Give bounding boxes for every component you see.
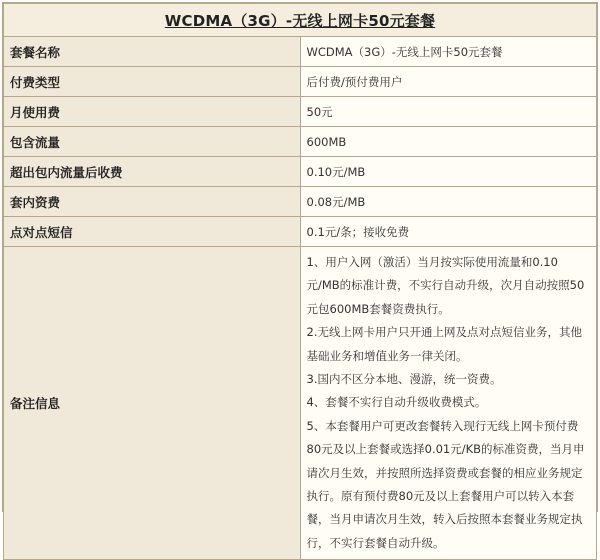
note-item: 5、本套餐用户可更改套餐转入现行无线上网卡预付费80元及以上套餐或选择0.01元/KB的标准资费，当月申请次月生效，并按照所选择资费或套餐的相应业务规定执行。原有预付费80元及以上套餐用户可以转入本套餐，当月申请次月生效，转入后按照本套餐业务规定执行，不实行套餐自动升级。 [306,418,585,550]
row-value: 50元 [300,97,597,127]
table-row-sms [4,217,597,247]
plan-table-frame [2,2,598,550]
note-item: 4、套餐不实行自动升级收费模式。 [306,395,487,410]
note-item: 1、用户入网（激活）当月按实际使用流量和0.10元/MB的标准计费，不实行自动升级，次月自动按照50元包600MB套餐资费执行。 [306,255,585,316]
row-value: 后付费/预付费用户 [300,67,597,97]
table-row-included-data [4,127,597,157]
table-row-payment-type [4,67,597,97]
row-value: 0.08元/MB [300,187,597,217]
note-item: 3.国内不区分本地、漫游，统一资费。 [306,372,502,387]
row-label: 超出包内流量后收费 [4,157,301,187]
title-row [4,4,597,37]
row-label: 付费类型 [4,67,301,97]
table-row-plan-name [4,37,597,67]
plan-table [3,3,597,560]
row-value: WCDMA（3G）-无线上网卡50元套餐 [300,37,597,67]
row-label: 月使用费 [4,97,301,127]
table-row-notes [4,247,597,560]
note-item: 2.无线上网卡用户只开通上网及点对点短信业务，其他基础业务和增值业务一律关闭。 [306,325,582,363]
row-value: 0.10元/MB [300,157,597,187]
table-row-monthly-fee [4,97,597,127]
row-label: 套内资费 [4,187,301,217]
row-value: 600MB [300,127,597,157]
row-label: 包含流量 [4,127,301,157]
notes-label: 备注信息 [4,247,301,560]
row-label: 套餐名称 [4,37,301,67]
table-row-in-plan-rate [4,187,597,217]
notes-value [300,247,597,560]
row-value: 0.1元/条；接收免费 [300,217,597,247]
table-row-overage-fee [4,157,597,187]
table-title: WCDMA（3G）-无线上网卡50元套餐 [4,4,597,37]
row-label: 点对点短信 [4,217,301,247]
